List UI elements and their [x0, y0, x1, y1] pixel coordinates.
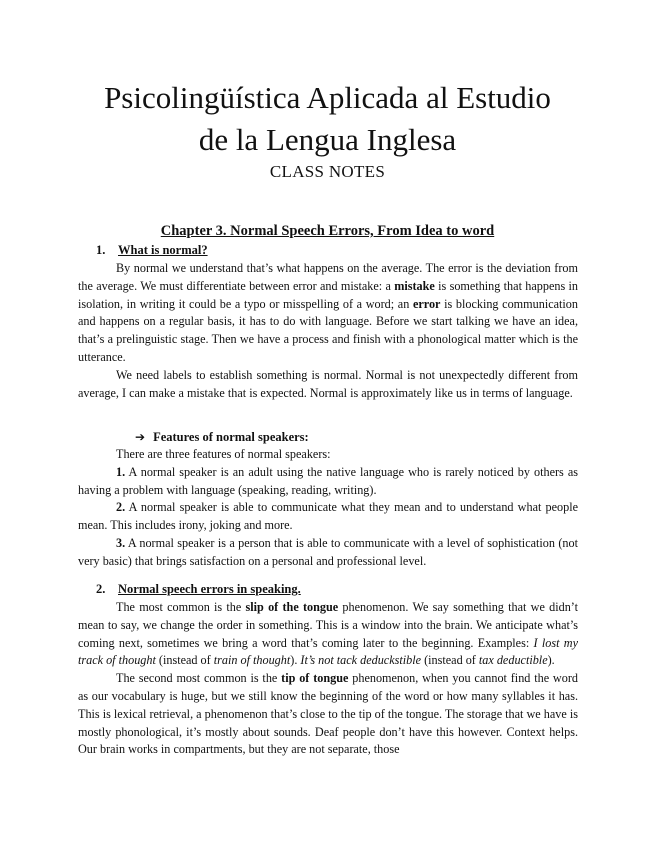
section-1-number: 1.	[96, 243, 106, 257]
section-2-body	[78, 599, 578, 759]
features-list	[78, 446, 578, 571]
features-item: 1. A normal speaker is an adult using the native language who is rarely noticed by others as having a problem with language (speaking, reading, writing).	[78, 464, 578, 497]
document-title-line-1: Psicolingüística Aplicada al Estudio	[104, 80, 551, 115]
features-intro: There are three features of normal speakers:	[116, 447, 331, 461]
term-slip-of-the-tongue: slip of the tongue	[245, 600, 339, 614]
section-2-heading	[96, 582, 301, 597]
document-title-line-2: de la Lengua Inglesa	[198, 122, 457, 157]
section-2-number: 2.	[96, 582, 106, 596]
chapter-heading: Chapter 3. Normal Speech Errors, From Idea to word	[160, 223, 495, 239]
section-1-heading	[96, 243, 208, 258]
section-2-paragraph-2: The second most common is the tip of tongue phenomenon, when you cannot find the word as our vocabulary is huge, but we still know the beginning of the word or how many syllables it has. This is lexical retrieval, a phenomenon that’s close to the tip of the tongue. The storage that we have is mostly phonological, it’s mostly about sounds. Deaf people don’t have this however. Context helps. Our brain works in compartments, but they are not separate, those	[78, 671, 578, 757]
features-heading	[135, 430, 309, 445]
features-item: 3. A normal speaker is a person that is able to communicate with a level of sophistication (not very basic) that brings satisfaction on a personal and professional level.	[78, 535, 578, 568]
term-error: error	[412, 296, 441, 311]
term-mistake: mistake	[394, 278, 435, 293]
arrow-right-icon: ➔	[135, 430, 146, 444]
term-tip-of-tongue: tip of tongue	[281, 671, 349, 686]
document-subtitle: CLASS NOTES	[269, 162, 386, 181]
section-2-title: Normal speech errors in speaking.	[118, 582, 301, 596]
section-2-paragraph-1: The most common is the slip of the tongue phenomenon. We say something that we didn’t mean to say, we change the order in something. This is a window into the brain. We anticipate what’s coming next, sometimes we bring a word that’s coming later to the beginning. Examples: I lost my track of thought (instead of train of thought). It’s not tack deduckstible (instead of tax deductible).	[78, 600, 579, 668]
section-1-title: What is normal?	[118, 243, 208, 257]
section-1-paragraph-1: By normal we understand that’s what happens on the average. The error is the deviation from the average. We must differentiate between error and mistake: a mistake is something that happens in isolation, in writing it could be a typo or misspelling of a word; an error is blocking communication and happens on a regular basis, it has to do with language. Before we start talking we have an idea, that’s a prelinguistic stage. Then we have a process and finish with a phonological matter which is the utterance.	[78, 261, 578, 364]
features-item: 2. A normal speaker is able to communicate what they mean and to understand what people mean. This includes irony, joking and more.	[78, 500, 578, 533]
section-1-paragraph-2: We need labels to establish something is normal. Normal is not unexpectedly different from average, I can make a mistake that is expected. Normal is approximately like us in terms of language.	[78, 367, 578, 400]
features-title: Features of normal speakers:	[153, 430, 309, 444]
section-1-body	[78, 260, 578, 402]
